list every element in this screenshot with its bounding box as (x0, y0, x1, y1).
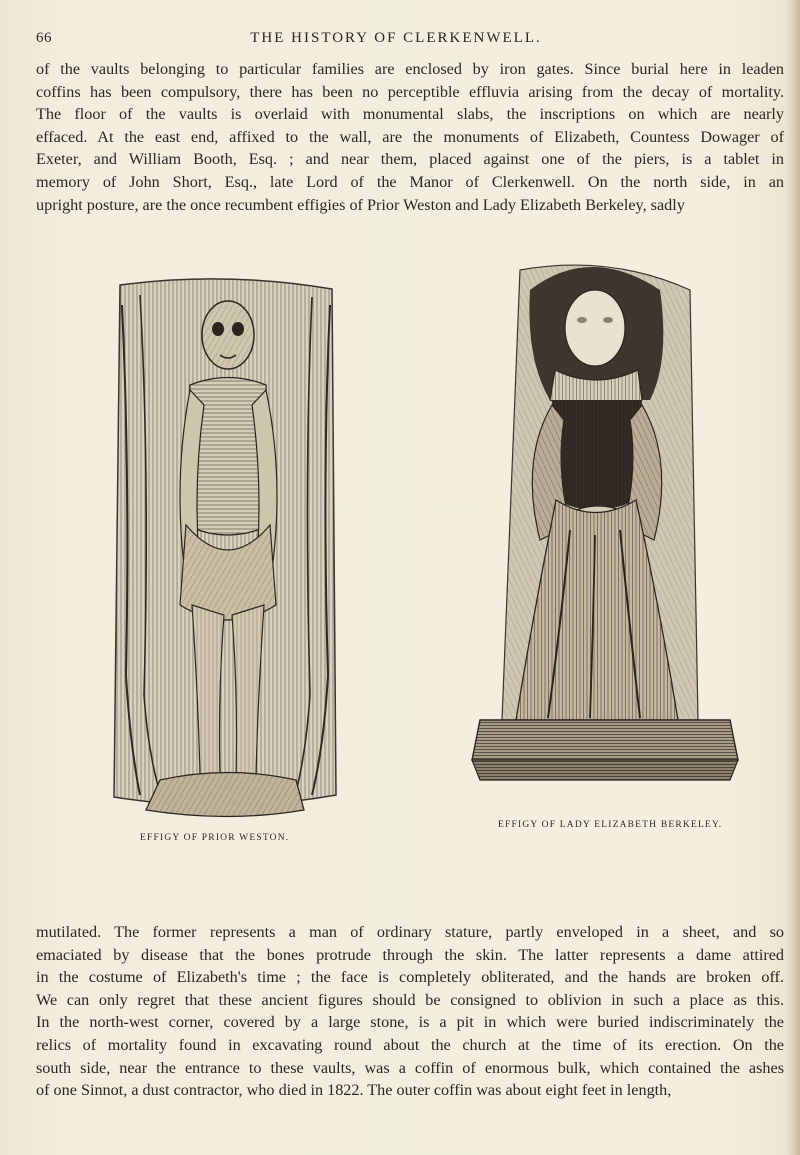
text-line: We can only regret that these ancient figures should be consigned to oblivion in such a place as this. (36, 990, 784, 1009)
text-line: The floor of the vaults is overlaid with monumental slabs, the inscriptions on which are nearly (36, 105, 784, 124)
text-line: memory of John Short, Esq., late Lord of the Manor of Clerkenwell. On the north side, in an (36, 172, 784, 191)
text-line: in the costume of Elizabeth's time ; the face is completely obliterated, and the hands are broken off. (36, 968, 784, 987)
text-line: effaced. At the east end, affixed to the wall, are the monuments of Elizabeth, Countess Dowager of (36, 127, 784, 146)
effigy-lady-berkeley-figure (460, 250, 750, 810)
cadaver-effigy-engraving-icon (100, 275, 350, 823)
running-title: THE HISTORY OF CLERKENWELL. (250, 30, 542, 46)
text-line: south side, near the entrance to these vaults, was a coffin of enormous bulk, which contained the ashes (36, 1058, 784, 1077)
text-line: coffins has been compulsory, there has been no perceptible effluvia arising from the decay of mortality. (36, 82, 784, 101)
paragraph-bottom (36, 921, 784, 1102)
text-line: Exeter, and William Booth, Esq. ; and near them, placed against one of the piers, is a tablet in (36, 150, 784, 169)
text-line: of the vaults belonging to particular families are enclosed by iron gates. Since burial here in leaden (36, 60, 784, 78)
paragraph-top (36, 58, 784, 216)
text-line: In the north-west corner, covered by a large stone, is a pit in which were buried indiscriminately the (36, 1013, 784, 1032)
text-line: upright posture, are the once recumbent effigies of Prior Weston and Lady Elizabeth Berkeley, sadly (36, 195, 685, 214)
page-header (36, 30, 756, 52)
effigy-prior-weston-figure (100, 275, 350, 823)
text-line: relics of mortality found in excavating round about the church at the time of its erection. On the (36, 1035, 784, 1054)
text-line: mutilated. The former represents a man of ordinary stature, partly enveloped in a sheet, and so (36, 923, 784, 941)
lady-effigy-engraving-icon (460, 250, 750, 810)
page-edge-shadow (786, 0, 800, 1155)
figure-caption-lady-berkeley: EFFIGY OF LADY ELIZABETH BERKELEY. (498, 820, 723, 830)
figure-caption-prior-weston: EFFIGY OF PRIOR WESTON. (140, 833, 290, 843)
text-line: emaciated by disease that the bones protrude through the skin. The latter represents a dame attired (36, 945, 784, 964)
page-number: 66 (36, 30, 52, 46)
text-line: of one Sinnot, a dust contractor, who died in 1822. The outer coffin was about eight feet in length, (36, 1081, 672, 1100)
